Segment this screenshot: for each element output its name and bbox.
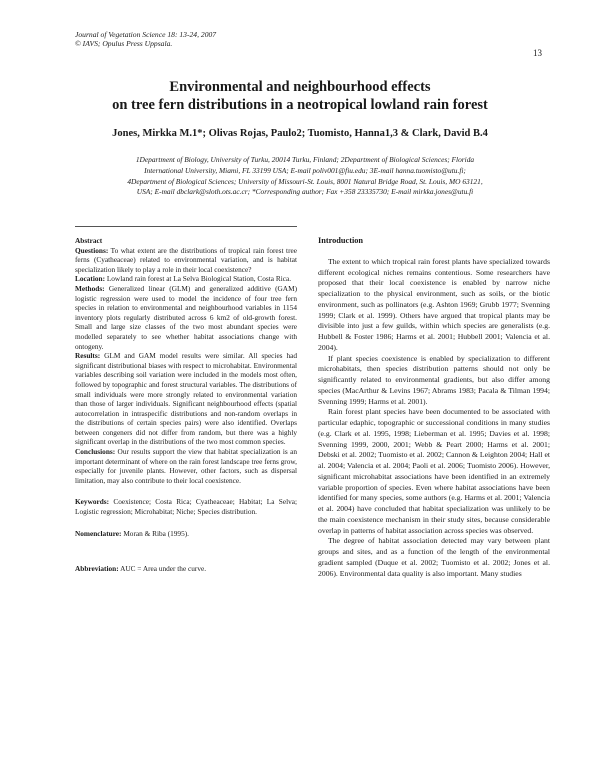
keywords-text: Coexistence; Costa Rica; Cyatheaceae; Habitat; La Selva; Logistic regression; Microhabitat; Niche; Species distribution.	[75, 497, 298, 517]
introduction-column	[318, 236, 550, 579]
abstract-location	[75, 274, 297, 284]
affiliation-line: International University, Miami, FL 33199 USA; E-mail poliv001@fiu.edu; 3E-mail hanna.tuomisto@utu.fi;	[144, 165, 466, 175]
nomenclature-text: Moran & Riba (1995).	[123, 528, 189, 538]
affiliations	[85, 155, 525, 198]
abstract-results	[75, 351, 297, 447]
abstract-conclusions	[75, 447, 297, 485]
paper-title	[40, 78, 560, 114]
methods-text: Generalized linear (GLM) and generalized additive (GAM) logistic regression were used to model the incidence of four tree fern species in relation to environmental and neighbourhood variables in 1154 inventory plots regularly distributed across 6 km2 of old-growth forest. Small and large size classes of the two most abundant species were modelled separately to see whether habitat associations change with ontogeny.	[75, 283, 297, 351]
affiliation-line: 4Department of Biological Sciences; University of Missouri-St. Louis, 8001 Natural Bridge Road, St. Louis, MO 63121,	[127, 176, 483, 186]
abstract-heading: Abstract	[75, 236, 103, 245]
intro-paragraph: The extent to which tropical rain forest plants have specialized towards different ecological niches remains contentious. Some researchers have proposed that their local coexistence is enabled by narrow niche specialization to the physical environment, such as soils, or the biotic environment, such as pollinators (e.g. Ashton 1969; Grubb 1977; Svenning 1999; Clark et al. 1999). Others have argued that tropical plants may be divisible into just a few guilds, within which species are generalists (e.g. Hubbell & Foster 1986; Harms et al. 2001; Hubbell 2001; Valencia et al. 2004).	[318, 256, 550, 352]
journal-header	[75, 30, 216, 48]
title-line-2: on tree fern distributions in a neotropical lowland rain forest	[112, 97, 488, 113]
affiliation-line: USA; E-mail dbclark@sloth.ots.ac.cr; *Corresponding author; Fax +358 23335730; E-mail mirkka.jones@utu.fi	[136, 187, 474, 197]
nomenclature-label: Nomenclature:	[75, 528, 122, 538]
author-list: Jones, Mirkka M.1*; Olivas Rojas, Paulo2; Tuomisto, Hanna1,3 & Clark, David B.4	[112, 128, 488, 139]
journal-citation: Journal of Vegetation Science 18: 13-24, 2007	[75, 30, 217, 39]
page-number: 13	[533, 48, 542, 58]
conclusions-label: Conclusions:	[75, 447, 116, 457]
keywords	[75, 497, 297, 516]
location-label: Location:	[75, 274, 105, 284]
questions-text: To what extent are the distributions of tropical rain forest tree ferns (Cyatheaceae) related to environmental variation, and is habitat specialization likely to play a role in their local coexistence?	[75, 245, 297, 274]
introduction-heading: Introduction	[318, 236, 364, 245]
results-text: GLM and GAM model results were similar. All species had significant distributional biases with respect to microhabitat. Environmental variables describing soil variation were included in the models most often, followed by topographic and forest structural variables. The distributions of small individuals were more strongly related to environmental variation than those of larger individuals. Significant neighbourhood effects (spatial autocorrelation in intraspecific distributions and non-random overlaps in the distributions of certain species pairs) were also identified. Overlaps between congeners did not differ from random, but there was a highly significant overlap in the distributions of the two most common species.	[75, 351, 297, 447]
intro-paragraph: If plant species coexistence is enabled by specialization to different microhabitats, then species distribution patterns should not only be significantly related to environmental gradients, but also differ among species (MacArthur & Levins 1967; Abrams 1983; Pacala & Tilman 1994; Svenning 1999; Harms et al. 2001).	[318, 353, 550, 406]
abstract-questions	[75, 246, 297, 275]
abbreviation-label: Abbreviation:	[75, 564, 119, 574]
conclusions-text: Our results support the view that habitat specialization is an important determinant of where on the rain forest landscape tree ferns grow, especially for juvenile plants. However, other factors, such as dispersal limitation, may also contribute to their local coexistence.	[75, 447, 297, 485]
nomenclature	[75, 529, 297, 539]
abbreviation	[75, 564, 297, 574]
title-line-1: Environmental and neighbourhood effects	[169, 79, 431, 95]
affiliation-line: 1Department of Biology, University of Turku, 20014 Turku, Finland; 2Department of Biological Sciences; Florida	[135, 155, 475, 164]
intro-paragraph: Rain forest plant species have been documented to be associated with particular edaphic, topographic or successional conditions in many studies (e.g. Clark et al. 1995, 1998; Lieberman et al. 1995; Davies et al. 1998; Svenning 1999, 2000, 2001; Webb & Peart 2000; Harms et al. 2001; Debski et al. 2002; Tuomisto et al. 2002; Cannon & Leighton 2004; Hall et al. 2004; Valencia et al. 2004; Paoli et al. 2006; Tuomisto 2006). However, significant microhabitat associations have been identified in an extremely variable proportion of species. Even where habitat associations have been identified for many species, some authors (e.g. Harms et al. 2001; Valencia et al. 2004) have concluded that habitat specialization was unlikely to be the main coexistence mechanism in their study sites, because considerable overlap in patterns of habitat association across species was observed.	[318, 407, 550, 535]
abstract-column	[75, 236, 297, 574]
abstract-methods	[75, 284, 297, 351]
abbreviation-text: AUC = Area under the curve.	[120, 564, 207, 574]
intro-paragraph: The degree of habitat association detected may vary between plant groups and sites, and as a function of the length of the environmental gradient sampled (Duque et al. 2002; Tuomisto et al. 2002; Jones et al. 2006). Environmental data quality is also important. Many studies	[318, 536, 550, 578]
journal-copyright: © IAVS; Opulus Press Uppsala.	[75, 39, 173, 48]
location-text: Lowland rain forest at La Selva Biological Station, Costa Rica.	[106, 274, 292, 284]
methods-label: Methods:	[75, 283, 105, 293]
keywords-label: Keywords:	[75, 497, 110, 507]
abstract-top-rule	[75, 226, 297, 227]
results-label: Results:	[75, 351, 101, 361]
questions-label: Questions:	[75, 245, 109, 255]
